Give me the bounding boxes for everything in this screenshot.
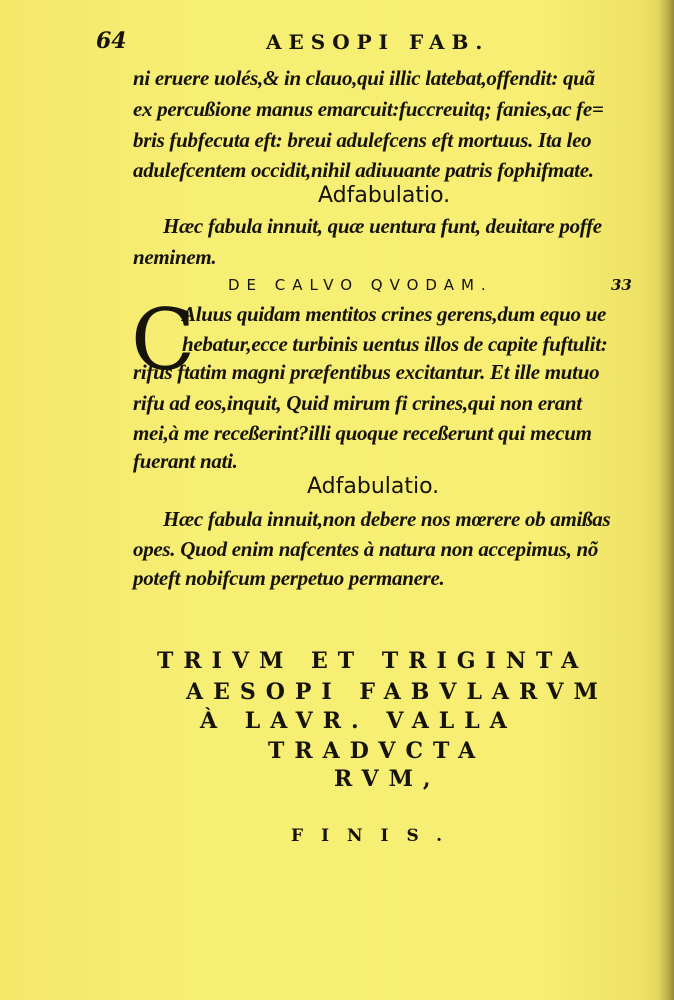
moral-heading: Adfabulatio. [307,474,440,499]
fable-two-line: rifus ftatim magni præfentibus excitantur. Et ille mutuo [133,360,600,384]
moral-line: opes. Quod enim nafcentes à natura non accepimus, nõ [133,537,599,561]
fable-two-line: hebatur,ecce turbinis uentus illos de capite fuftulit: [182,332,608,356]
colophon-line: AESOPI FABVLARVM [186,679,608,705]
fable-one-line: adulefcentem occidit,nihil adiuuante patris fophifmate. [133,158,594,182]
fable-title: DE CALVO QVODAM. [228,276,493,294]
page-number: 64 [96,28,127,54]
fable-two-line: fuerant nati. [133,449,238,473]
fable-one-line: ni eruere uolés,& in clauo,qui illic latebat,offendit: quã [133,66,595,90]
fable-two-line: mei,à me receßerint?illi quoque receßerunt qui mecum [133,421,592,445]
colophon-line: TRADVCTA [268,738,486,764]
colophon-line: RVM, [334,766,441,792]
running-head: AESOPI FAB. [266,30,490,54]
finis: FINIS. [291,826,461,846]
moral-line: Hæc fabula innuit, quæ uentura funt, deuitare poffe [163,214,602,238]
moral-line: Hæc fabula innuit,non debere nos mœrere ob amißas [163,507,611,531]
page-header [96,28,636,58]
colophon-line: TRIVM ET TRIGINTA [157,648,589,674]
fable-two-line: rifu ad eos,inquit, Quid mirum fi crines,qui non erant [133,391,582,415]
drop-cap: C [131,291,196,389]
fable-one-line: bris fubfecuta eft: breui adulefcens eft mortuus. Ita leo [133,128,592,152]
moral-heading: Adfabulatio. [318,183,451,208]
fable-one-line: ex percußione manus emarcuit:fuccreuitq; fanies,ac fe= [133,97,604,121]
fable-number: 33 [611,276,632,294]
moral-line: poteft nobifcum perpetuo permanere. [133,566,445,590]
page-edge-shadow [658,0,674,1000]
fable-two-line: Aluus quidam mentitos crines gerens,dum equo ue [182,302,607,326]
moral-line: neminem. [133,245,217,269]
colophon-line: À LAVR. VALLA [200,708,517,734]
